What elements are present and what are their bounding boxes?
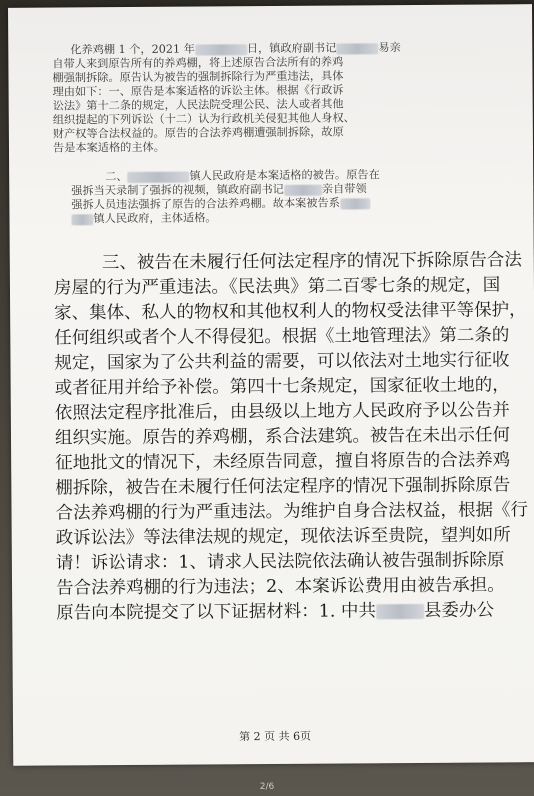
line-text: 易亲 [378,41,401,55]
line-text: 财产权等合法权益的。原告的合法养鸡棚遭强制拆除，故原 [52,125,344,141]
line-text: 征地批文的情况下，未经原告同意，擅自将原告的合法养鸡 [55,450,511,474]
document-line [54,274,500,299]
line-text: 组织提起的下列诉讼（十二）认为行政机关侵犯其他人身权、 [52,111,355,127]
line-text: 理由如下：一、原告是本案适格的诉讼主体。根据《行政诉 [52,83,344,99]
line-text: 家、集体、私人的物权和其他权利人的物权受法律平等保护， [54,300,527,324]
line-text: 请！诉讼请求：1、请求人民法院依法确认被告强制拆除原 [55,550,505,574]
document-line [55,424,510,449]
redacted-blur [128,171,190,182]
line-text: 告合法养鸡棚的行为违法；2、本案诉讼费用由被告承担。 [55,575,505,599]
line-text: 棚强制拆除。原告认为被告的强制拆除行为严重违法，具体 [52,69,344,85]
line-text: 合法养鸡棚的行为严重违法。为维护自身合法权益，根据《行 [55,500,529,524]
page-footer: 第 2 页 共 6页 [239,729,312,744]
redacted-blur [195,44,247,55]
line-text: 二、 [105,169,128,184]
line-text: 政诉讼法》等法律法规的规定，现依法诉至贵院，望判如所 [55,525,511,549]
document-line [54,299,527,324]
line-text: 原告向本院提交了以下证据材料：1. 中共 [56,601,377,624]
document-line [55,474,510,499]
document-line [55,399,510,424]
line-text: 镇人民政府是本案适格的被告。原告在 [189,168,380,183]
line-text: 讼法》第十二条的规定，人民法院受理公民、法人或者其他 [52,97,344,113]
document-line [53,125,344,141]
line-text: 或者征用并给予补偿。第四十七条规定，国家征收土地的， [54,375,510,399]
document-line [54,349,509,374]
redacted-blur [340,198,370,209]
line-text: 日，镇政府副书记 [246,41,337,56]
redacted-blur [336,43,378,54]
line-text: 亲自带领 [321,182,367,196]
document-line [71,211,216,226]
line-text: 三、被告在未履行任何法定程序的情况下拆除原告合法 [101,250,522,274]
line-text: 棚拆除，被告在未履行任何法定程序的情况下强制拆除原告 [55,475,511,499]
line-text: 房屋的行为严重违法。《民法典》第二百零七条的规定，国 [53,275,501,299]
line-text: 自带人来到原告所有的养鸡棚，将上述原告合法所有的养鸡 [52,55,344,71]
line-text: 任何组织或者个人不得侵犯。根据《土地管理法》第二条的 [54,325,510,349]
line-text: 县委办公 [423,600,495,621]
line-text: 强拆人员违法强拆了原告的合法养鸡棚。故本案被告系 [71,196,340,212]
line-text: 化养鸡棚 1 个，2021 年 [70,42,195,57]
document-line [56,524,511,549]
document-line [55,449,510,474]
line-text: 规定，国家为了公共利益的需要，可以依法对土地实行征收 [54,350,510,374]
line-text: 告是本案适格的主体。 [52,140,165,155]
document-page [8,4,534,766]
document-line [55,499,528,524]
redacted-blur [376,604,424,619]
redacted-blur [71,214,93,225]
line-text: 镇人民政府，主体适格。 [93,211,217,226]
document-line [56,599,494,624]
document-line [54,324,509,349]
document-line [71,196,370,212]
line-text: 组织实施。原告的养鸡棚，系合法建筑。被告在未出示任何 [54,425,511,449]
document-line [70,41,401,57]
document-line [56,549,505,574]
line-text: 依照法定程序批准后，由县级以上地方人民政府予以公告并 [54,400,510,424]
document-line [53,141,165,156]
document-line [56,574,505,599]
document-line [55,374,510,399]
redacted-blur [284,184,322,195]
page-counter: 2/6 [259,782,275,792]
line-text: 强拆当天录制了强拆的视频，镇政府副书记 [71,182,284,198]
document-line [102,249,522,274]
